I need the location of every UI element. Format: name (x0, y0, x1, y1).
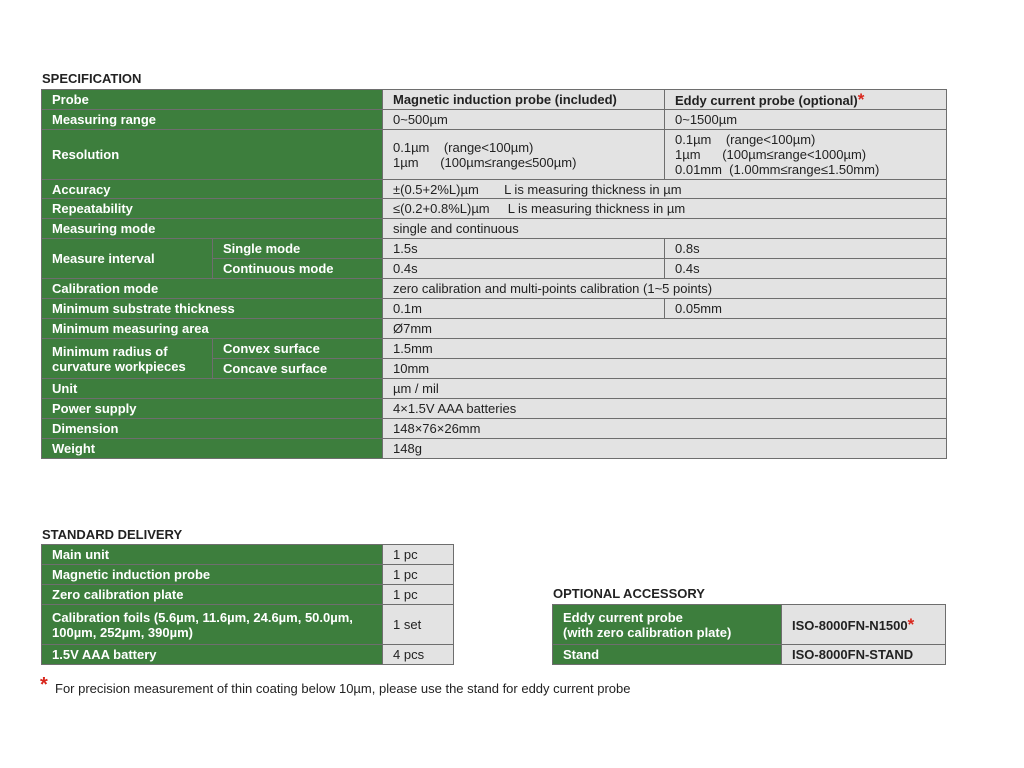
spec-label-measuring-range: Measuring range (42, 110, 383, 130)
spec-value-single-eddy: 0.8s (665, 239, 947, 259)
spec-row-dimension (42, 419, 947, 439)
spec-value-accuracy: ±(0.5+2%L)µm L is measuring thickness in µm (383, 180, 947, 199)
min-radius-label-line: Minimum radius of (52, 343, 168, 359)
delivery-item-label: Magnetic induction probe (42, 565, 383, 585)
spec-row-unit (42, 379, 947, 399)
spec-value-single-magnetic: 1.5s (383, 239, 665, 259)
spec-label-dimension: Dimension (42, 419, 383, 439)
accessory-row (553, 645, 946, 665)
delivery-item-label-line: Calibration foils (5.6µm, 11.6µm, 24.6µm, 50.0µm, (52, 609, 353, 625)
delivery-row (42, 585, 454, 605)
spec-value-min-substrate-magnetic: 0.1m (383, 299, 665, 319)
spec-label-unit: Unit (42, 379, 383, 399)
asterisk-mark: * (857, 89, 865, 109)
delivery-item-label: 1.5V AAA battery (42, 645, 383, 665)
spec-row-weight (42, 439, 947, 459)
resolution-line: 0.01mm (1.00mm≤range≤1.50mm) (675, 162, 880, 177)
delivery-row (42, 565, 454, 585)
spec-label-single-mode: Single mode (213, 239, 383, 259)
spec-value-resolution-magnetic (383, 130, 665, 180)
spec-label-accuracy: Accuracy (42, 180, 383, 199)
spec-row-power-supply (42, 399, 947, 419)
spec-label-min-radius (42, 339, 213, 379)
spec-label-measure-interval: Measure interval (42, 239, 213, 279)
spec-value-convex: 1.5mm (383, 339, 947, 359)
standard-delivery-title: STANDARD DELIVERY (42, 527, 183, 542)
delivery-row (42, 545, 454, 565)
spec-label-probe: Probe (42, 90, 383, 110)
spec-header-eddy (665, 90, 947, 110)
accessory-item-label-line: Eddy current probe (563, 609, 683, 625)
spec-label-resolution: Resolution (42, 130, 383, 180)
delivery-item-label-line: 100µm, 252µm, 390µm) (52, 624, 193, 640)
resolution-line: 1µm (100µm≤range<1000µm) (675, 147, 867, 162)
spec-value-measuring-range-eddy: 0~1500µm (665, 110, 947, 130)
spec-header-magnetic: Magnetic induction probe (included) (383, 90, 665, 110)
spec-value-continuous-magnetic: 0.4s (383, 259, 665, 279)
standard-delivery-table (41, 544, 454, 665)
spec-row-calibration-mode (42, 279, 947, 299)
spec-row-min-area (42, 319, 947, 339)
spec-value-concave: 10mm (383, 359, 947, 379)
spec-value-calibration-mode: zero calibration and multi-points calibration (1~5 points) (383, 279, 947, 299)
optional-accessory-table (552, 604, 946, 665)
spec-label-convex: Convex surface (213, 339, 383, 359)
spec-row-min-substrate (42, 299, 947, 319)
spec-row-measuring-mode (42, 219, 947, 239)
delivery-item-qty: 4 pcs (383, 645, 454, 665)
resolution-line: 0.1µm (range<100µm) (675, 132, 816, 147)
spec-row-probe (42, 90, 947, 110)
spec-value-unit: µm / mil (383, 379, 947, 399)
min-radius-label-line: curvature workpieces (52, 358, 186, 374)
asterisk-mark: * (907, 614, 915, 634)
spec-value-weight: 148g (383, 439, 947, 459)
spec-label-calibration-mode: Calibration mode (42, 279, 383, 299)
specification-table (41, 89, 947, 459)
accessory-item-label-line: (with zero calibration plate) (563, 624, 732, 640)
accessory-item-label (553, 605, 782, 645)
spec-label-weight: Weight (42, 439, 383, 459)
resolution-line: 1µm (100µm≤range≤500µm) (393, 154, 577, 170)
accessory-item-code (782, 605, 946, 645)
spec-row-repeatability (42, 199, 947, 219)
spec-label-measuring-mode: Measuring mode (42, 219, 383, 239)
spec-row-min-radius-convex (42, 339, 947, 359)
delivery-item-label (42, 605, 383, 645)
spec-row-measuring-range (42, 110, 947, 130)
spec-value-min-area: Ø7mm (383, 319, 947, 339)
footnote-text: For precision measurement of thin coating below 10µm, please use the stand for eddy current probe (55, 681, 631, 696)
spec-value-repeatability: ≤(0.2+0.8%L)µm L is measuring thickness in µm (383, 199, 947, 219)
spec-header-eddy-text: Eddy current probe (optional) (675, 92, 858, 108)
spec-value-power-supply: 4×1.5V AAA batteries (383, 399, 947, 419)
spec-value-resolution-eddy (665, 130, 947, 180)
delivery-row (42, 645, 454, 665)
optional-accessory-title: OPTIONAL ACCESSORY (553, 586, 705, 601)
accessory-code-text: ISO-8000FN-N1500 (792, 617, 908, 633)
spec-label-min-area: Minimum measuring area (42, 319, 383, 339)
delivery-item-qty: 1 pc (383, 545, 454, 565)
spec-label-repeatability: Repeatability (42, 199, 383, 219)
spec-row-accuracy (42, 180, 947, 199)
spec-label-power-supply: Power supply (42, 399, 383, 419)
spec-label-concave: Concave surface (213, 359, 383, 379)
accessory-item-label: Stand (553, 645, 782, 665)
specification-title: SPECIFICATION (42, 71, 142, 86)
delivery-item-qty: 1 set (383, 605, 454, 645)
delivery-item-label: Zero calibration plate (42, 585, 383, 605)
footnote-asterisk-mark: * (40, 674, 48, 696)
spec-value-measuring-mode: single and continuous (383, 219, 947, 239)
spec-label-continuous-mode: Continuous mode (213, 259, 383, 279)
delivery-item-qty: 1 pc (383, 565, 454, 585)
delivery-item-label: Main unit (42, 545, 383, 565)
spec-label-min-substrate: Minimum substrate thickness (42, 299, 383, 319)
resolution-line: 0.1µm (range<100µm) (393, 139, 534, 155)
spec-value-continuous-eddy: 0.4s (665, 259, 947, 279)
delivery-item-qty: 1 pc (383, 585, 454, 605)
spec-value-dimension: 148×76×26mm (383, 419, 947, 439)
delivery-row (42, 605, 454, 645)
accessory-row (553, 605, 946, 645)
spec-value-min-substrate-eddy: 0.05mm (665, 299, 947, 319)
accessory-item-code: ISO-8000FN-STAND (782, 645, 946, 665)
spec-value-measuring-range-magnetic: 0~500µm (383, 110, 665, 130)
spec-row-resolution (42, 130, 947, 180)
spec-row-measure-interval-single (42, 239, 947, 259)
